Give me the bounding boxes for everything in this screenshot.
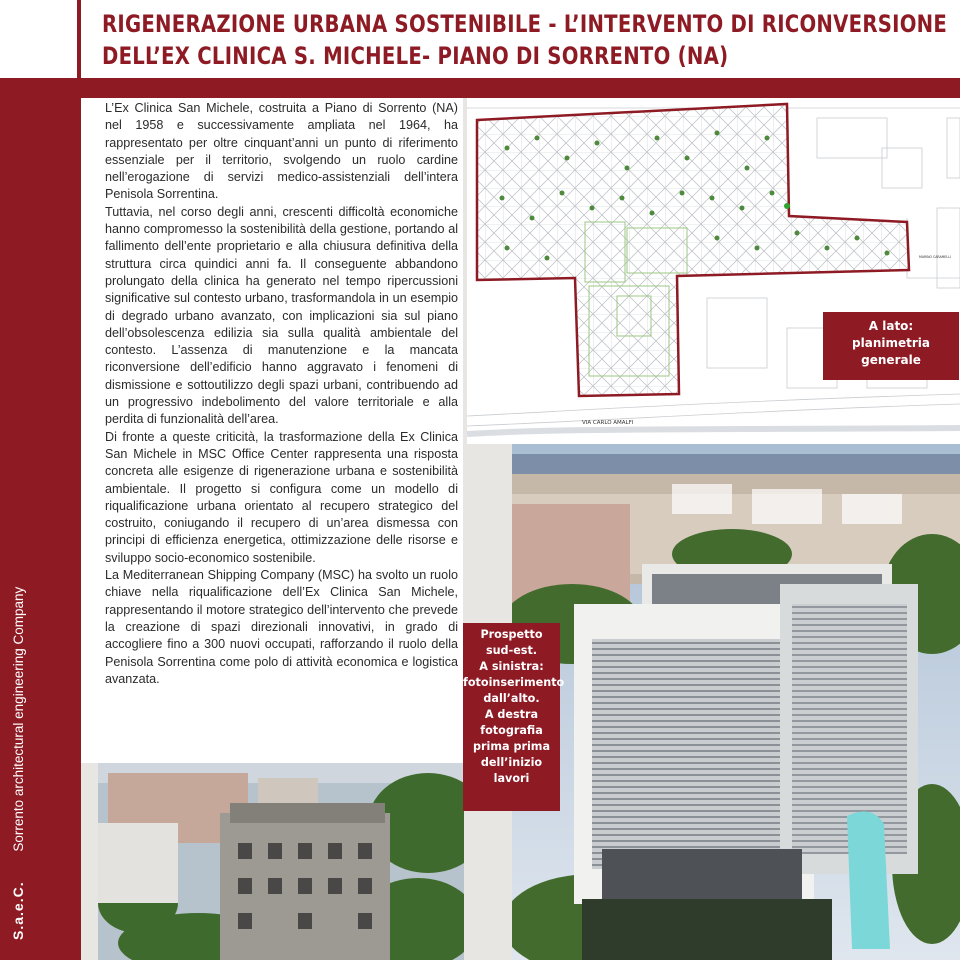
photo-caption-line: fotoinserimento bbox=[463, 676, 565, 689]
company-label: Sorrento architectural engineering Company bbox=[11, 586, 26, 852]
photo-caption-line: A sinistra: bbox=[479, 660, 544, 673]
plan-caption-line: generale bbox=[861, 353, 921, 367]
before-photo bbox=[98, 763, 464, 960]
paragraph-4: La Mediterranean Shipping Company (MSC) ha svolto un ruolo chiave nella riqualificazione dell’Ex Clinica San Michele, rappresentando il motore strategico dell’intervento che prevede la creazione di spazi direzionali innovativi, in grado di accogliere fino a 300 nuovi occupati, rafforzando il ruolo della Penisola Sorrentina come polo di attività economica e logistica avanzata. bbox=[105, 568, 458, 686]
paragraph-3: Di fronte a queste criticità, la trasformazione della Ex Clinica San Michele in MSC Office Center rappresenta una risposta concreta alle esigenze di rigenerazione urbana e sostenibilità ambientale. Il progetto si configura come un modello di riqualificazione urbana orientato al recupero strategico del costruito, coniugando il recupero di un’area dismessa con principi di efficienza energetica, ottimizzazione delle risorse e sviluppo socio-economico sostenibile. bbox=[105, 429, 458, 565]
sidebar-vertical-text bbox=[10, 520, 26, 940]
photo-caption-line: A destra bbox=[484, 708, 539, 721]
photo-caption-line: dall’alto. bbox=[483, 692, 540, 705]
photo-caption-line: prima prima bbox=[472, 740, 551, 753]
title-line-2: DELL’EX CLINICA S. MICHELE- PIANO DI SORRENTO (NA) bbox=[102, 42, 729, 70]
photo-caption-line: sud-est. bbox=[485, 644, 538, 657]
site-plan-drawing bbox=[467, 98, 960, 444]
marker-label: MARINO CARAMELLI bbox=[919, 255, 951, 259]
plan-caption-line: A lato: bbox=[868, 319, 914, 333]
photo-caption-line: Prospetto bbox=[480, 628, 543, 641]
render-illustration bbox=[512, 444, 960, 960]
page-title bbox=[102, 8, 955, 72]
paragraph-2: Tuttavia, nel corso degli anni, crescenti difficoltà economiche hanno compromesso la sostenibilità della gestione, portando al fallimento dell’ente proprietario e alla chiusura definitiva della struttura circa quindici anni fa. Il conseguente abbandono prolungato della clinica ha generato nel tempo ripercussioni significative sul contesto urbano, trasformandola in un esempio di degrado urbano avanzato, con implicazioni sia sul piano dell’obsolescenza edilizia sia sulla qualità ambientale del contesto. L’assenza di manutenzione e la mancata riconversione dell’edificio hanno aggravato i fenomeni di dismissione e sottoutilizzo degli spazi urbani, contribuendo ad un progressivo indebolimento del valore territoriale e alla perdita di funzionalità dell’area. bbox=[105, 204, 458, 427]
street-label: VIA CARLO AMALFI bbox=[582, 420, 634, 426]
before-illustration bbox=[98, 763, 464, 960]
header-band bbox=[0, 78, 960, 98]
site-plan bbox=[467, 98, 960, 444]
plan-caption bbox=[823, 312, 959, 380]
plan-caption-line: planimetria bbox=[852, 336, 930, 350]
photo-caption-line: fotografia bbox=[480, 724, 543, 737]
render-photo bbox=[512, 444, 960, 960]
body-text bbox=[105, 100, 458, 688]
paragraph-1: L’Ex Clinica San Michele, costruita a Piano di Sorrento (NA) nel 1958 e successivamente ampliata nel 1964, ha rappresentato per oltre cinquant’anni un punto di riferimento essenziale per il territorio, svolgendo un ruolo cardine nell’erogazione di servizi medico-assistenziali dell’intera Penisola Sorrentina. bbox=[105, 101, 458, 202]
photo-caption bbox=[463, 623, 565, 811]
title-line-1: RIGENERAZIONE URBANA SOSTENIBILE - L’INTERVENTO DI RICONVERSIONE bbox=[102, 10, 948, 38]
photo-caption-line: lavori bbox=[493, 772, 530, 785]
brand-label: S.a.e.C. bbox=[10, 881, 26, 940]
photo-caption-line: dell’inizio bbox=[480, 756, 543, 769]
